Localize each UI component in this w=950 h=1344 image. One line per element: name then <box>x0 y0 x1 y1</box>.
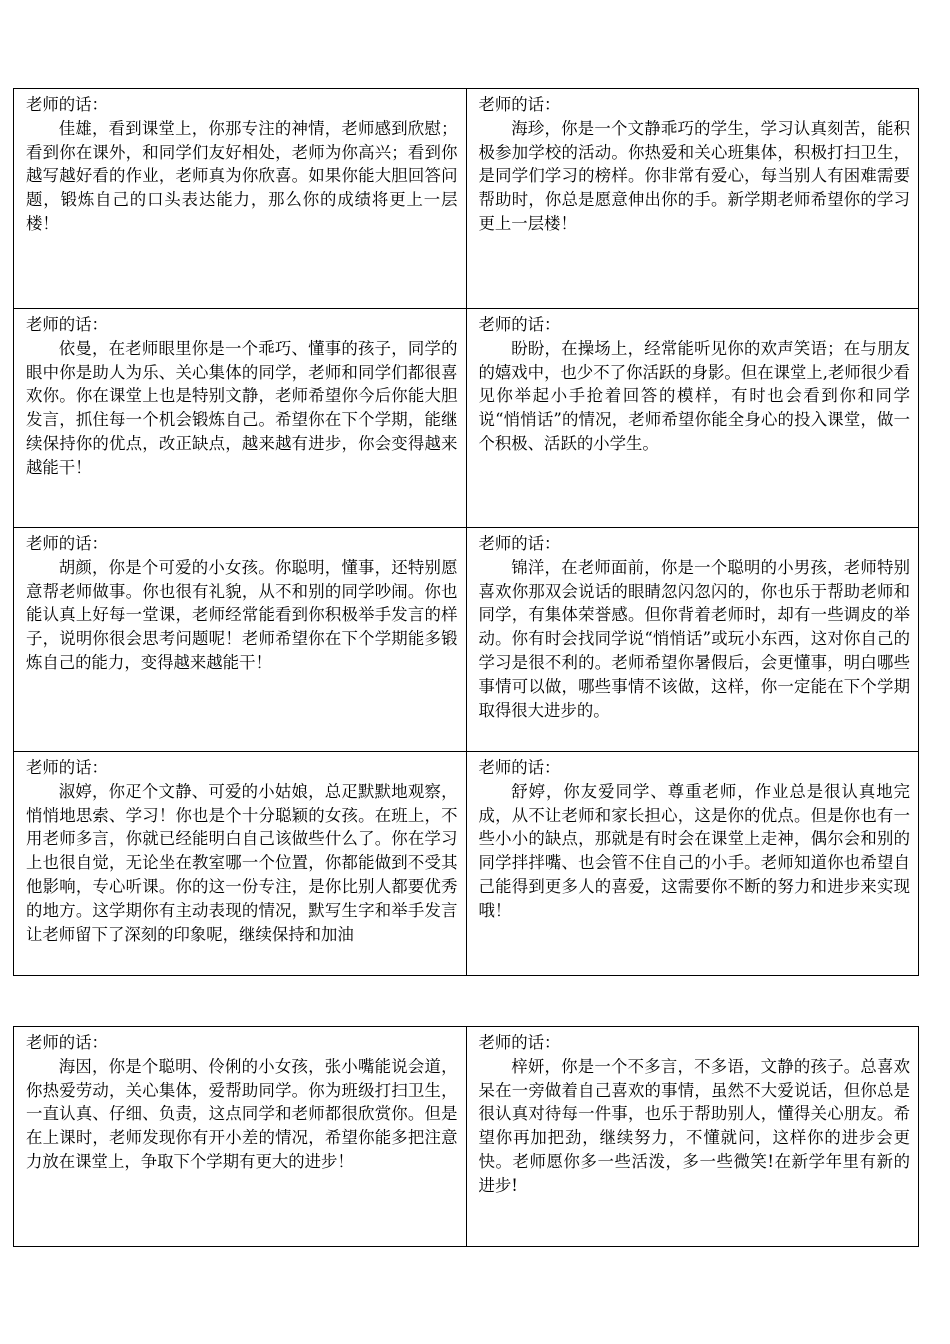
comment-label: 老师的话： <box>26 534 108 553</box>
comment-text: 依曼，在老师眼里你是一个乖巧、懂事的孩子，同学的眼中你是助人为乐、关心集体的同学，老师和同学们都很喜欢你。你在课堂上也是特别文静，老师希望你今后你能大胆发言，抓住每一个机会锻炼自己。希望你在下个学期，能继续保持你的优点，改正缺点，越来越有进步，你会变得越来越能干！ <box>26 338 458 477</box>
comment-text: 梓妍，你是一个不多言，不多语，文静的孩子。总喜欢呆在一旁做着自己喜欢的事情，虽然不大爱说话，但你总是很认真对待每一件事，也乐于帮助别人，懂得关心朋友。希望你再加把劲，继续努力，不懂就问，这样你的进步会更快。老师愿你多一些活泼，多一些微笑!在新学年里有新的进步! <box>478 1056 910 1195</box>
comment-text: 淑婷，你疋个文静、可爱的小姑娘，总疋默默地观察，悄悄地思索、学习！你也是个十分聪颖的女孩。在班上，不用老师多言，你就已经能明白自己该做些什么了。你在学习上也很自觉，无论坐在教室哪一个位置，你都能做到不受其他影响，专心听课。你的这一份专注，是你比别人都要优秀的地方。这学期你有主动表现的情况，默写生字和举手发言让老师留下了深刻的印象呢，继续保持和加油 <box>26 781 458 944</box>
comments-table-bottom <box>13 1026 919 1247</box>
comment-label: 老师的话： <box>478 315 561 334</box>
comment-cell <box>14 89 467 309</box>
comment-label: 老师的话： <box>26 95 108 114</box>
comment-cell <box>14 1027 467 1247</box>
comments-table-top <box>13 88 919 976</box>
comment-label: 老师的话： <box>478 95 561 114</box>
comment-text: 海珍，你是一个文静乖巧的学生，学习认真刻苦，能积极参加学校的活动。你热爱和关心班集体，积极打扫卫生，是同学们学习的榜样。你非常有爱心，每当别人有困难需要帮助时，你总是愿意伸出你的手。新学期老师希望你的学习更上一层楼！ <box>478 118 910 233</box>
comment-cell <box>466 528 919 752</box>
comment-text: 锦洋，在老师面前，你是一个聪明的小男孩，老师特别喜欢你那双会说话的眼睛忽闪忽闪的，你也乐于帮助老师和同学，有集体荣誉感。但你背着老师时，却有一些调皮的举动。你有时会找同学说“悄悄话”或玩小东西，这对你自己的学习是很不利的。老师希望你暑假后，会更懂事，明白哪些事情可以做，哪些事情不该做，这样，你一定能在下个学期取得很大进步的。 <box>478 557 910 720</box>
comment-text: 盼盼，在操场上，经常能听见你的欢声笑语；在与朋友的嬉戏中，也少不了你活跃的身影。但在课堂上,老师很少看见你举起小手抢着回答的模样，有时也会看到你和同学说“悄悄话”的情况，老师希望你能全身心的投入课堂，做一个积极、活跃的小学生。 <box>478 338 910 453</box>
comment-cell <box>466 1027 919 1247</box>
comment-cell <box>466 309 919 528</box>
comment-label: 老师的话： <box>26 1033 108 1052</box>
comment-cell <box>14 309 467 528</box>
comment-text: 胡颜，你是个可爱的小女孩。你聪明，懂事，还特别愿意帮老师做事。你也很有礼貌，从不和别的同学吵闹。你也能认真上好每一堂课，老师经常能看到你积极举手发言的样子，说明你很会思考问题呢！老师希望你在下个学期能多锻炼自己的能力，变得越来越能干！ <box>26 557 458 672</box>
comment-cell <box>14 752 467 976</box>
comment-cell <box>14 528 467 752</box>
comment-cell <box>466 89 919 309</box>
comment-text: 佳雄，看到课堂上，你那专注的神情，老师感到欣慰；看到你在课外，和同学们友好相处，老师为你高兴；看到你越写越好看的作业，老师真为你欣喜。如果你能大胆回答问题，锻炼自己的口头表达能力，那么你的成绩将更上一层楼！ <box>26 118 458 233</box>
comment-label: 老师的话： <box>478 534 561 553</box>
comment-cell <box>466 752 919 976</box>
comment-label: 老师的话： <box>26 758 108 777</box>
comment-text: 舒婷，你友爱同学、尊重老师，作业总是很认真地完成，从不让老师和家长担心，这是你的优点。但是你也有一些小小的缺点，那就是有时会在课堂上走神，偶尔会和别的同学拌拌嘴、也会管不住自己的小手。老师知道你也希望自己能得到更多人的喜爱，这需要你不断的努力和进步来实现哦！ <box>478 781 910 920</box>
comment-label: 老师的话： <box>478 1033 561 1052</box>
comment-text: 海因，你是个聪明、伶俐的小女孩，张小嘴能说会道，你热爱劳动，关心集体，爱帮助同学。你为班级打扫卫生，一直认真、仔细、负责，这点同学和老师都很欣赏你。但是在上课时，老师发现你有开小差的情况，希望你能多把注意力放在课堂上，争取下个学期有更大的进步！ <box>26 1056 458 1171</box>
comment-label: 老师的话： <box>26 315 108 334</box>
comment-label: 老师的话： <box>478 758 561 777</box>
